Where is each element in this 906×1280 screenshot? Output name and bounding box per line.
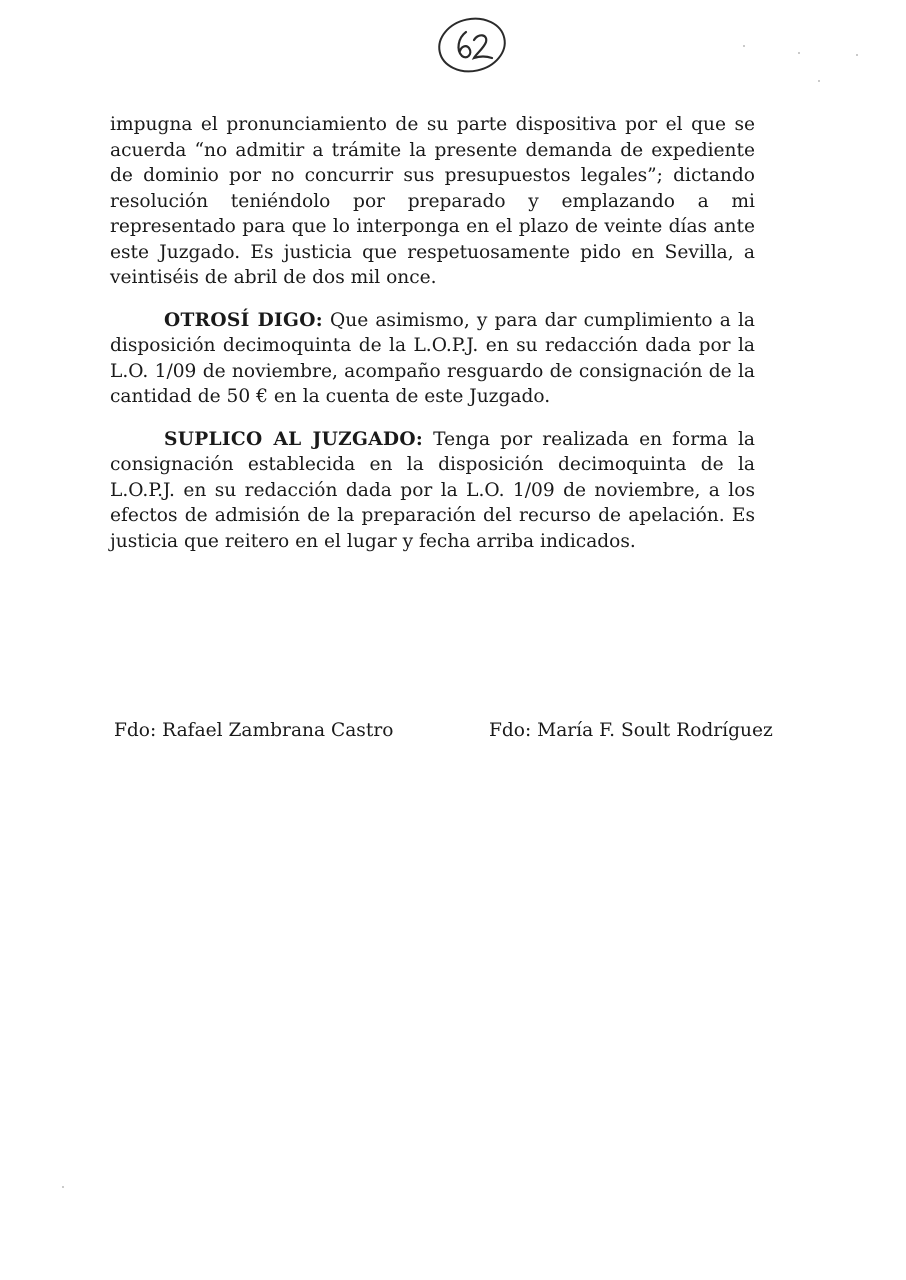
- paragraph-text: Tenga por realizada en forma la consignación establecida en la disposición decimoquinta de la L.O.P.J. en su redacción dada por la L.O. 1/09 de noviembre, a los efectos de admisión de la preparación del recurso de apelación. Es justicia que reitero en el lugar y fecha arriba indicados.: [110, 428, 755, 552]
- circled-page-number-icon: [436, 14, 508, 76]
- scan-speck: [856, 54, 858, 56]
- otrosi-label: OTROSÍ DIGO:: [164, 309, 323, 331]
- scan-speck: [62, 1186, 64, 1188]
- scan-speck: [798, 52, 800, 54]
- paragraph-text: impugna el pronunciamiento de su parte dispositiva por el que se acuerda “no admitir a trámite la presente demanda de expediente de dominio por no concurrir sus presupuestos legales”; dictando resolución teniéndolo por preparado y emplazando a mi representado para que lo interponga en el plazo de veinte días ante este Juzgado. Es justicia que respetuosamente pido en Sevilla, a veintiséis de abril de dos mil once.: [110, 114, 755, 288]
- scan-speck: [818, 80, 820, 82]
- scan-speck: [743, 45, 745, 47]
- suplico-label: SUPLICO AL JUZGADO:: [164, 428, 424, 450]
- paragraph-otrosi: [110, 308, 755, 410]
- paragraph-continuation: [110, 112, 755, 291]
- signature-left: Fdo: Rafael Zambrana Castro: [114, 720, 394, 741]
- signature-right: Fdo: María F. Soult Rodríguez: [489, 720, 773, 741]
- paragraph-suplico: [110, 427, 755, 555]
- handwritten-page-number-stamp: [436, 14, 508, 76]
- paragraph-text: Que asimismo, y para dar cumplimiento a la disposición decimoquinta de la L.O.P.J. en su redacción dada por la L.O. 1/09 de noviembre, acompaño resguardo de consignación de la cantidad de 50 € en la cuenta de este Juzgado.: [110, 309, 755, 407]
- document-body: [110, 112, 755, 571]
